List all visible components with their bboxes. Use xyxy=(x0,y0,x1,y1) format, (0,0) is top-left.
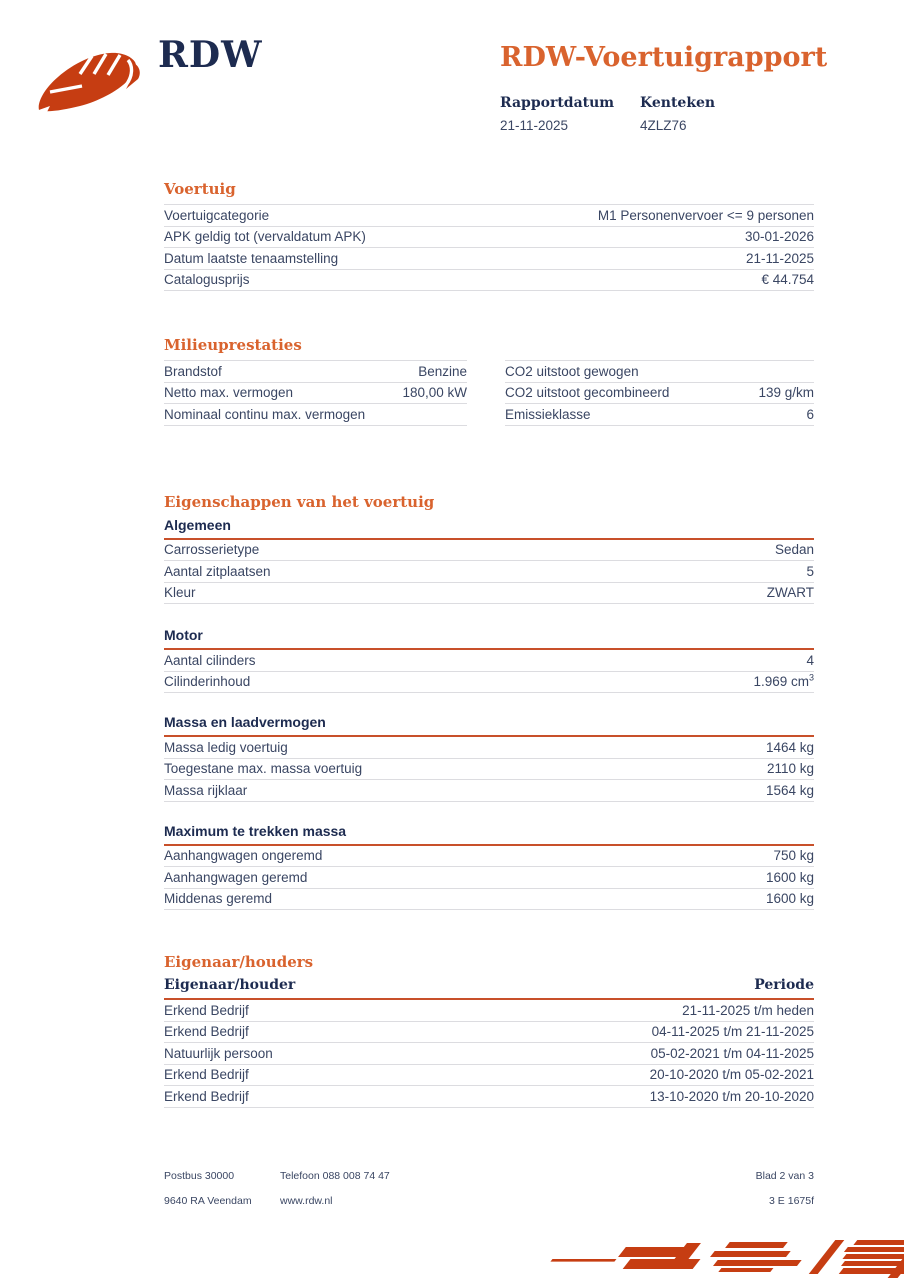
period-cell: 04-11-2025 t/m 21-11-2025 xyxy=(651,1024,814,1039)
row-label: Brandstof xyxy=(164,363,222,379)
footer-page-indicator: Blad 2 van 3 xyxy=(755,1170,814,1182)
table-row xyxy=(164,737,814,759)
subsection-trekken xyxy=(164,823,814,911)
report-date-block xyxy=(500,95,640,133)
table-row xyxy=(164,205,814,227)
table-row xyxy=(164,404,467,426)
row-label: Massa ledig voertuig xyxy=(164,739,288,755)
table-row xyxy=(164,1000,814,1022)
row-value: 750 kg xyxy=(773,848,814,863)
table-row xyxy=(164,561,814,583)
table-row xyxy=(164,1065,814,1087)
row-value: € 44.754 xyxy=(761,272,814,287)
owner-cell: Erkend Bedrijf xyxy=(164,1088,249,1104)
row-value: ZWART xyxy=(766,585,814,600)
section-title-voertuig: Voertuig xyxy=(164,180,236,198)
row-label: CO2 uitstoot gewogen xyxy=(505,363,639,379)
section-title-eigenaar: Eigenaar/houders xyxy=(164,953,314,971)
kenteken-label: Kenteken xyxy=(640,95,716,111)
row-value-text: 1.969 cm xyxy=(753,674,809,689)
milieu-right-table xyxy=(505,360,814,426)
row-value: M1 Personenvervoer <= 9 personen xyxy=(597,207,814,223)
row-value: 1600 kg xyxy=(765,869,814,885)
table-row xyxy=(505,383,814,405)
row-value: 5 xyxy=(806,563,814,579)
algemeen-table xyxy=(164,540,814,605)
table-row xyxy=(164,780,814,802)
row-label: Cilinderinhoud xyxy=(164,674,251,689)
row-label: Catalogusprijs xyxy=(164,272,250,287)
row-label: Nominaal continu max. vermogen xyxy=(164,406,366,422)
rdw-logo-text: RDW xyxy=(158,34,263,76)
subsection-motor xyxy=(164,627,814,693)
row-value: 180,00 kW xyxy=(402,385,467,400)
row-label: Kleur xyxy=(164,585,196,600)
row-value: 6 xyxy=(806,406,814,422)
table-row xyxy=(164,583,814,605)
table-row xyxy=(505,404,814,426)
page-footer xyxy=(164,1170,814,1220)
period-cell: 13-10-2020 t/m 20-10-2020 xyxy=(649,1088,814,1104)
owner-cell: Natuurlijk persoon xyxy=(164,1045,273,1061)
row-value-text: 4 xyxy=(806,652,814,668)
row-value: 30-01-2026 xyxy=(744,229,814,244)
row-label: Emissieklasse xyxy=(505,406,591,422)
milieu-left-table xyxy=(164,360,467,426)
owner-column-header: Eigenaar/houder xyxy=(164,977,296,993)
kenteken-value: 4ZLZ76 xyxy=(640,118,687,133)
section-eigenaar xyxy=(164,953,814,1108)
table-row xyxy=(164,650,814,672)
footer-line-2 xyxy=(164,1195,814,1207)
table-row xyxy=(164,248,814,270)
voertuig-table xyxy=(164,204,814,291)
subsection-algemeen xyxy=(164,517,814,605)
row-label: Aanhangwagen geremd xyxy=(164,869,308,885)
period-cell: 20-10-2020 t/m 05-02-2021 xyxy=(649,1067,814,1082)
footer-form-code: 3 E 1675f xyxy=(769,1195,814,1207)
section-title-milieuprestaties: Milieuprestaties xyxy=(164,336,302,354)
row-value: 1564 kg xyxy=(765,782,814,798)
report-date-label: Rapportdatum xyxy=(500,95,615,111)
table-row xyxy=(164,227,814,249)
row-label: APK geldig tot (vervaldatum APK) xyxy=(164,229,366,244)
table-row xyxy=(164,1043,814,1065)
subsection-title-trekken: Maximum te trekken massa xyxy=(164,823,814,846)
page-title: RDW-Voertuigrapport xyxy=(500,42,828,73)
motor-table xyxy=(164,650,814,693)
row-value: 2110 kg xyxy=(766,761,814,776)
report-meta xyxy=(500,95,715,133)
section-title-eigenschappen: Eigenschappen van het voertuig xyxy=(164,492,435,511)
row-value xyxy=(806,654,814,668)
row-label: Middenas geremd xyxy=(164,891,273,906)
period-cell: 05-02-2021 t/m 04-11-2025 xyxy=(650,1045,814,1061)
subsection-massa xyxy=(164,714,814,802)
row-label: Carrosserietype xyxy=(164,542,260,557)
period-cell: 21-11-2025 t/m heden xyxy=(682,1002,814,1018)
footer-line-1 xyxy=(164,1170,814,1182)
report-date-value: 21-11-2025 xyxy=(500,118,569,133)
table-row xyxy=(164,672,814,694)
row-label: Toegestane max. massa voertuig xyxy=(164,761,363,776)
section-eigenschappen xyxy=(164,493,814,911)
speed-lines-icon xyxy=(524,1234,904,1280)
rdw-feather-logo-icon xyxy=(36,48,152,120)
subsection-title-algemeen: Algemeen xyxy=(164,517,814,540)
report-body xyxy=(164,180,814,1108)
row-value: 1600 kg xyxy=(765,891,814,906)
table-row xyxy=(164,759,814,781)
owner-table xyxy=(164,1000,814,1108)
table-row xyxy=(164,846,814,868)
footer-website: www.rdw.nl xyxy=(280,1195,333,1207)
table-row xyxy=(164,1086,814,1108)
row-label: Netto max. vermogen xyxy=(164,385,294,400)
table-row xyxy=(164,867,814,889)
table-row xyxy=(164,540,814,562)
table-row xyxy=(164,361,467,383)
row-value: Benzine xyxy=(418,363,467,379)
footer-phone: Telefoon 088 008 74 47 xyxy=(280,1170,390,1182)
trekken-table xyxy=(164,846,814,911)
row-label: CO2 uitstoot gecombineerd xyxy=(505,385,670,400)
row-value: 139 g/km xyxy=(758,385,814,400)
row-label: Aanhangwagen ongeremd xyxy=(164,848,323,863)
table-row xyxy=(164,1022,814,1044)
subsection-title-motor: Motor xyxy=(164,627,814,650)
footer-address-line2: 9640 RA Veendam xyxy=(164,1195,252,1207)
kenteken-block xyxy=(640,95,715,133)
row-label: Massa rijklaar xyxy=(164,782,248,798)
table-row xyxy=(164,270,814,292)
row-label: Aantal zitplaatsen xyxy=(164,563,271,579)
owner-cell: Erkend Bedrijf xyxy=(164,1067,249,1082)
row-label: Aantal cilinders xyxy=(164,652,256,668)
massa-table xyxy=(164,737,814,802)
speed-lines-decoration xyxy=(524,1234,904,1280)
row-value-superscript: 3 xyxy=(808,672,814,683)
row-value xyxy=(753,672,814,689)
subsection-title-massa: Massa en laadvermogen xyxy=(164,714,814,737)
table-row xyxy=(505,361,814,383)
milieu-columns xyxy=(164,360,814,426)
owner-table-header xyxy=(164,977,814,1000)
owner-cell: Erkend Bedrijf xyxy=(164,1002,249,1018)
footer-address-line1: Postbus 30000 xyxy=(164,1170,235,1182)
row-label: Datum laatste tenaamstelling xyxy=(164,250,339,266)
table-row xyxy=(164,383,467,405)
section-milieuprestaties xyxy=(164,336,814,426)
table-row xyxy=(164,889,814,911)
row-value: Sedan xyxy=(774,542,814,557)
row-value: 1464 kg xyxy=(765,739,814,755)
row-label: Voertuigcategorie xyxy=(164,207,270,223)
period-column-header: Periode xyxy=(754,977,814,993)
owner-cell: Erkend Bedrijf xyxy=(164,1024,249,1039)
row-value: 21-11-2025 xyxy=(745,250,814,266)
section-voertuig xyxy=(164,180,814,291)
